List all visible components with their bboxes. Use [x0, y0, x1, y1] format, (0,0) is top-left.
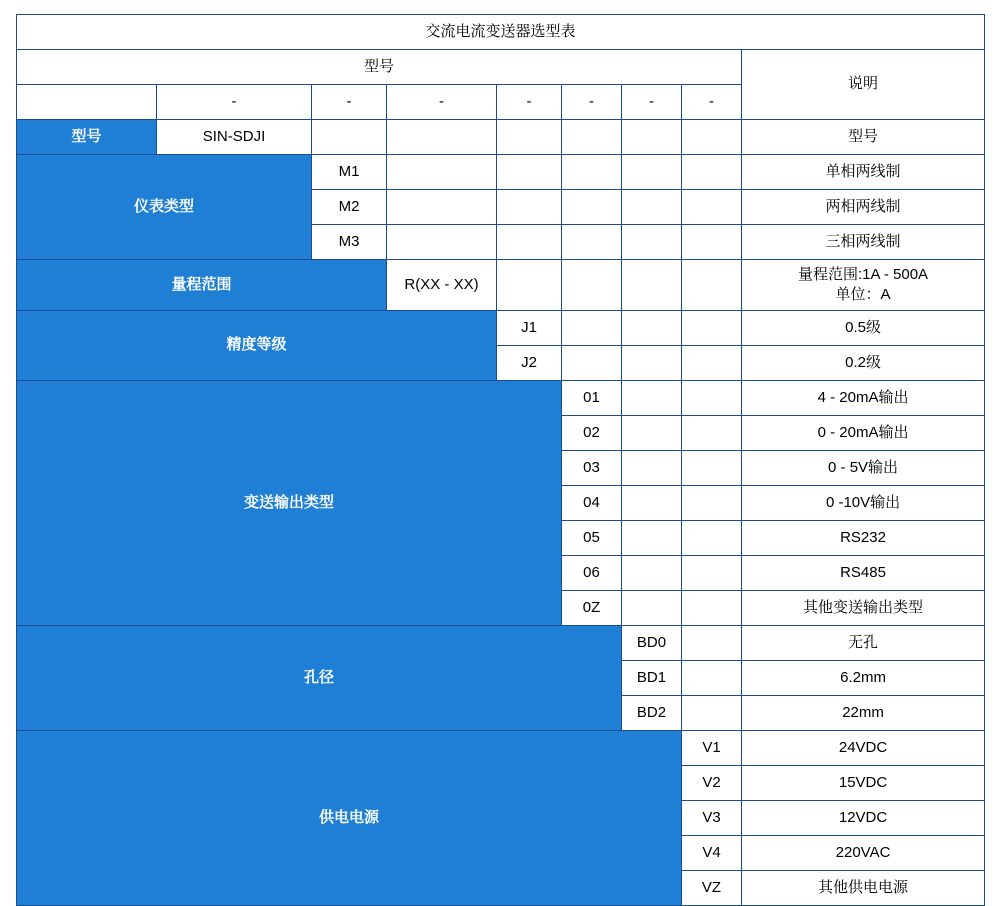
table-title-row — [17, 15, 985, 50]
page-title: 交流电流变送器选型表 — [17, 15, 985, 50]
empty-cell — [622, 260, 682, 311]
group-label-accuracy: 精度等级 — [17, 311, 497, 381]
empty-cell — [682, 556, 742, 591]
empty-cell — [682, 591, 742, 626]
dash-cell-5: - — [562, 85, 622, 120]
empty-cell — [682, 190, 742, 225]
empty-cell — [622, 155, 682, 190]
empty-cell — [387, 190, 497, 225]
description-cell — [742, 260, 985, 311]
description-cell: 0.5级 — [742, 311, 985, 346]
empty-cell — [497, 120, 562, 155]
code-cell-06: 06 — [562, 556, 622, 591]
table-row — [17, 731, 985, 766]
empty-cell — [682, 661, 742, 696]
empty-cell — [562, 260, 622, 311]
group-label-power-supply: 供电电源 — [17, 731, 682, 906]
description-cell: 24VDC — [742, 731, 985, 766]
empty-cell — [622, 591, 682, 626]
empty-cell — [497, 260, 562, 311]
code-cell-04: 04 — [562, 486, 622, 521]
empty-cell — [497, 155, 562, 190]
dash-cell-1: - — [157, 85, 312, 120]
empty-cell — [682, 521, 742, 556]
code-cell-vz: VZ — [682, 871, 742, 906]
code-cell-v4: V4 — [682, 836, 742, 871]
description-cell: 6.2mm — [742, 661, 985, 696]
empty-cell — [497, 225, 562, 260]
dash-cell-2: - — [312, 85, 387, 120]
dash-cell-7: - — [682, 85, 742, 120]
dash-cell-3: - — [387, 85, 497, 120]
empty-cell — [387, 225, 497, 260]
code-cell-v3: V3 — [682, 801, 742, 836]
code-cell-0z: 0Z — [562, 591, 622, 626]
model-header: 型号 — [17, 50, 742, 85]
code-cell-02: 02 — [562, 416, 622, 451]
empty-cell — [622, 381, 682, 416]
empty-cell — [622, 225, 682, 260]
empty-cell — [682, 626, 742, 661]
dash-cell-0 — [17, 85, 157, 120]
code-cell-01: 01 — [562, 381, 622, 416]
description-cell: RS232 — [742, 521, 985, 556]
empty-cell — [682, 381, 742, 416]
code-cell-m3: M3 — [312, 225, 387, 260]
description-cell: 22mm — [742, 696, 985, 731]
dash-cell-4: - — [497, 85, 562, 120]
table-row — [17, 311, 985, 346]
table-row — [17, 155, 985, 190]
description-header: 说明 — [742, 50, 985, 120]
code-cell-bd1: BD1 — [622, 661, 682, 696]
group-label-meter-type: 仪表类型 — [17, 155, 312, 260]
group-label-output-type: 变送输出类型 — [17, 381, 562, 626]
empty-cell — [622, 486, 682, 521]
empty-cell — [497, 190, 562, 225]
range-desc-line2: 单位：A — [835, 286, 891, 303]
empty-cell — [622, 451, 682, 486]
empty-cell — [562, 346, 622, 381]
code-cell-j1: J1 — [497, 311, 562, 346]
empty-cell — [622, 190, 682, 225]
code-cell-j2: J2 — [497, 346, 562, 381]
code-cell-bd2: BD2 — [622, 696, 682, 731]
table-row — [17, 120, 985, 155]
code-cell-v1: V1 — [682, 731, 742, 766]
description-cell: 4 - 20mA输出 — [742, 381, 985, 416]
header-row-model — [17, 50, 985, 85]
empty-cell — [562, 190, 622, 225]
empty-cell — [622, 556, 682, 591]
code-cell-range: R(XX - XX) — [387, 260, 497, 311]
empty-cell — [682, 416, 742, 451]
description-cell: 0 - 20mA输出 — [742, 416, 985, 451]
empty-cell — [622, 346, 682, 381]
empty-cell — [312, 120, 387, 155]
code-cell-03: 03 — [562, 451, 622, 486]
dash-cell-6: - — [622, 85, 682, 120]
code-cell-05: 05 — [562, 521, 622, 556]
empty-cell — [622, 416, 682, 451]
description-cell: 0 - 5V输出 — [742, 451, 985, 486]
empty-cell — [682, 311, 742, 346]
model-selection-table — [16, 14, 985, 906]
empty-cell — [682, 155, 742, 190]
description-cell: 0.2级 — [742, 346, 985, 381]
description-cell: 12VDC — [742, 801, 985, 836]
empty-cell — [682, 346, 742, 381]
code-cell-bd0: BD0 — [622, 626, 682, 661]
empty-cell — [682, 120, 742, 155]
empty-cell — [622, 521, 682, 556]
description-cell: 15VDC — [742, 766, 985, 801]
table-row — [17, 381, 985, 416]
description-cell: RS485 — [742, 556, 985, 591]
code-cell-v2: V2 — [682, 766, 742, 801]
group-label-model: 型号 — [17, 120, 157, 155]
table-row — [17, 260, 985, 311]
empty-cell — [562, 311, 622, 346]
empty-cell — [682, 260, 742, 311]
empty-cell — [562, 155, 622, 190]
group-label-range: 量程范围 — [17, 260, 387, 311]
description-cell: 三相两线制 — [742, 225, 985, 260]
group-label-aperture: 孔径 — [17, 626, 622, 731]
empty-cell — [622, 120, 682, 155]
description-cell: 其他变送输出类型 — [742, 591, 985, 626]
description-cell: 其他供电电源 — [742, 871, 985, 906]
empty-cell — [682, 696, 742, 731]
description-cell: 两相两线制 — [742, 190, 985, 225]
code-cell-m1: M1 — [312, 155, 387, 190]
range-desc-line1: 量程范围:1A - 500A — [798, 265, 929, 283]
table-row — [17, 626, 985, 661]
empty-cell — [682, 451, 742, 486]
empty-cell — [387, 155, 497, 190]
description-cell: 220VAC — [742, 836, 985, 871]
empty-cell — [387, 120, 497, 155]
empty-cell — [622, 311, 682, 346]
empty-cell — [562, 120, 622, 155]
description-cell: 0 -10V输出 — [742, 486, 985, 521]
description-cell: 单相两线制 — [742, 155, 985, 190]
empty-cell — [682, 225, 742, 260]
description-cell: 无孔 — [742, 626, 985, 661]
code-cell-model: SIN-SDJI — [157, 120, 312, 155]
description-cell: 型号 — [742, 120, 985, 155]
code-cell-m2: M2 — [312, 190, 387, 225]
empty-cell — [682, 486, 742, 521]
empty-cell — [562, 225, 622, 260]
